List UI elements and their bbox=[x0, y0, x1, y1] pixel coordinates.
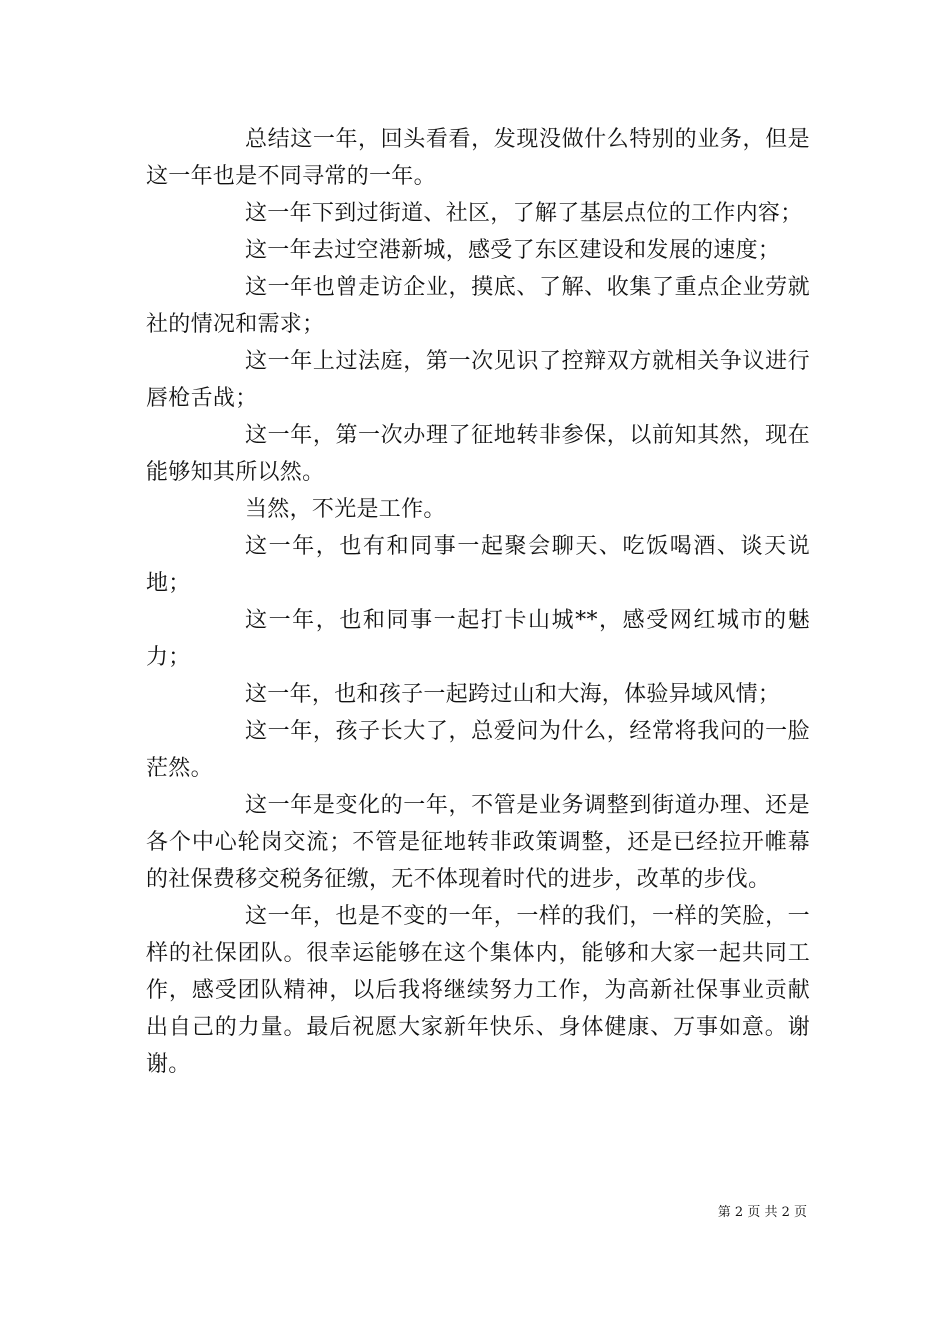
paragraph: 这一年，孩子长大了，总爱问为什么，经常将我问的一脸茫然。 bbox=[146, 719, 810, 781]
document-body bbox=[146, 121, 810, 1083]
paragraph: 这一年，也和孩子一起跨过山和大海，体验异域风情； bbox=[245, 682, 781, 707]
paragraph: 这一年，也有和同事一起聚会聊天、吃饭喝酒、谈天说地； bbox=[146, 534, 810, 596]
paragraph: 总结这一年，回头看看，发现没做什么特别的业务，但是这一年也是不同寻常的一年。 bbox=[146, 127, 810, 189]
paragraph: 这一年是变化的一年，不管是业务调整到街道办理、还是各个中心轮岗交流；不管是征地转非政策调整，还是已经拉开帷幕的社保费移交税务征缴，无不体现着时代的进步，改革的步伐。 bbox=[146, 793, 810, 892]
paragraph: 这一年上过法庭，第一次见识了控辩双方就相关争议进行唇枪舌战； bbox=[146, 349, 810, 411]
paragraph: 这一年，第一次办理了征地转非参保，以前知其然，现在能够知其所以然。 bbox=[146, 423, 810, 485]
paragraph: 这一年去过空港新城，感受了东区建设和发展的速度； bbox=[245, 238, 781, 263]
paragraph: 这一年，也是不变的一年，一样的我们，一样的笑脸，一样的社保团队。很幸运能够在这个集体内，能够和大家一起共同工作，感受团队精神，以后我将继续努力工作，为高新社保事业贡献出自己的力量。最后祝愿大家新年快乐、身体健康、万事如意。谢谢。 bbox=[146, 904, 810, 1077]
paragraph: 当然，不光是工作。 bbox=[245, 497, 446, 522]
paragraph: 这一年下到过街道、社区，了解了基层点位的工作内容； bbox=[245, 201, 803, 226]
page-number-footer: 第 2 页 共 2 页 bbox=[717, 1205, 807, 1220]
paragraph: 这一年，也和同事一起打卡山城**，感受网红城市的魅力； bbox=[146, 608, 810, 670]
paragraph: 这一年也曾走访企业，摸底、了解、收集了重点企业劳就社的情况和需求； bbox=[146, 275, 810, 337]
